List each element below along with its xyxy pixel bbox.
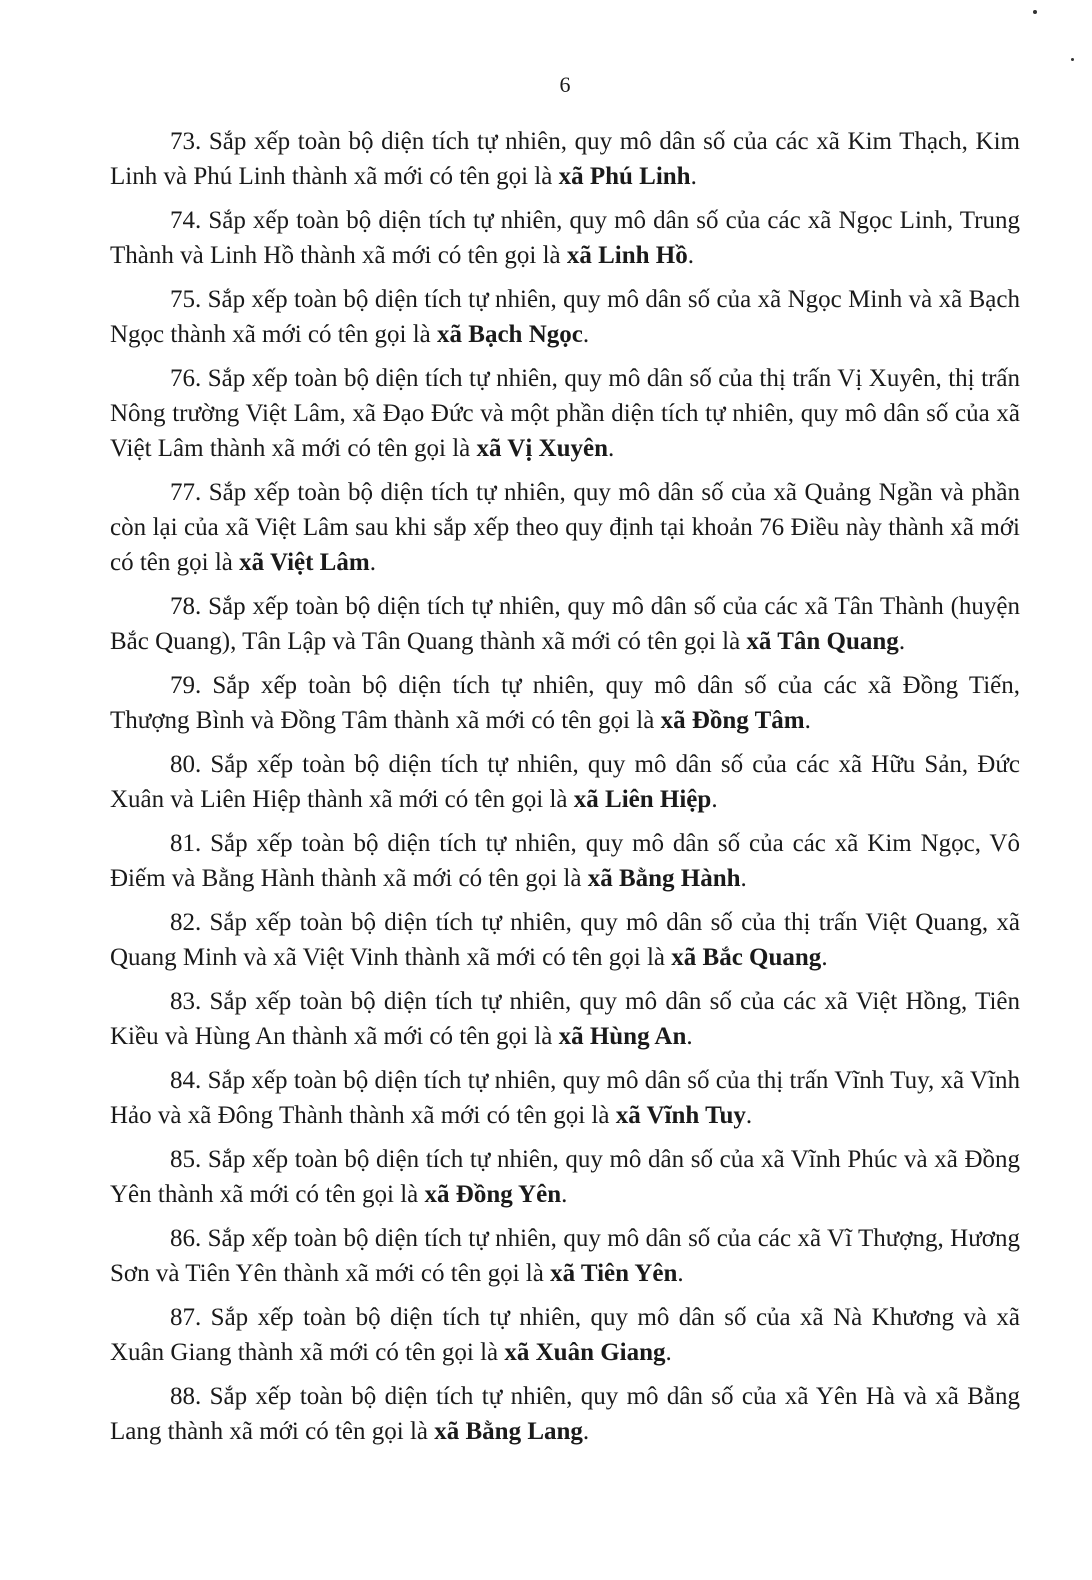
item-text: 87. Sắp xếp toàn bộ diện tích tự nhiên, quy mô dân số của xã Nà Khương và xã Xuân Giang thành xã mới có tên gọi là [110,1304,1020,1366]
commune-name: xã Việt Lâm [239,549,370,576]
commune-name: xã Vị Xuyên [476,435,608,462]
commune-name: xã Tiên Yên [550,1260,678,1287]
page-number: 6 [559,72,571,97]
list-item: 77. Sắp xếp toàn bộ diện tích tự nhiên, quy mô dân số của xã Quảng Ngần và phần còn lại của xã Việt Lâm sau khi sắp xếp theo quy định tại khoản 76 Điều này thành xã mới có tên gọi là xã Việt Lâm. [110,479,1020,576]
list-item: 78. Sắp xếp toàn bộ diện tích tự nhiên, quy mô dân số của các xã Tân Thành (huyện Bắc Quang), Tân Lập và Tân Quang thành xã mới có tên gọi là xã Tân Quang. [110,593,1020,655]
commune-name: xã Đồng Tâm [660,707,805,734]
list-item: 79. Sắp xếp toàn bộ diện tích tự nhiên, quy mô dân số của các xã Đồng Tiến, Thượng Bình và Đồng Tâm thành xã mới có tên gọi là xã Đồng Tâm. [110,672,1020,734]
item-text: 82. Sắp xếp toàn bộ diện tích tự nhiên, quy mô dân số của thị trấn Việt Quang, xã Quang Minh và xã Việt Vinh thành xã mới có tên gọi là [110,909,1020,971]
list-item: 84. Sắp xếp toàn bộ diện tích tự nhiên, quy mô dân số của thị trấn Vĩnh Tuy, xã Vĩnh Hảo và xã Đông Thành thành xã mới có tên gọi là xã Vĩnh Tuy. [110,1067,1020,1129]
commune-name: xã Phú Linh [558,163,691,190]
commune-name: xã Vĩnh Tuy [615,1102,746,1129]
item-text: 85. Sắp xếp toàn bộ diện tích tự nhiên, quy mô dân số của xã Vĩnh Phúc và xã Đồng Yên thành xã mới có tên gọi là [110,1146,1020,1208]
article-list [110,124,1020,1458]
scan-speck [1033,10,1037,14]
list-item: 82. Sắp xếp toàn bộ diện tích tự nhiên, quy mô dân số của thị trấn Việt Quang, xã Quang Minh và xã Việt Vinh thành xã mới có tên gọi là xã Bắc Quang. [110,909,1020,971]
item-text: 78. Sắp xếp toàn bộ diện tích tự nhiên, quy mô dân số của các xã Tân Thành (huyện Bắc Quang), Tân Lập và Tân Quang thành xã mới có tên gọi là [110,593,1020,655]
item-text: 80. Sắp xếp toàn bộ diện tích tự nhiên, quy mô dân số của các xã Hữu Sản, Đức Xuân và Liên Hiệp thành xã mới có tên gọi là [110,751,1020,813]
item-text: 81. Sắp xếp toàn bộ diện tích tự nhiên, quy mô dân số của các xã Kim Ngọc, Vô Điếm và Bằng Hành thành xã mới có tên gọi là [110,830,1020,892]
item-text: 76. Sắp xếp toàn bộ diện tích tự nhiên, quy mô dân số của thị trấn Vị Xuyên, thị trấn Nông trường Việt Lâm, xã Đạo Đức và một phần diện tích tự nhiên, quy mô dân số của xã Việt Lâm thành xã mới có tên gọi là [110,365,1020,462]
item-text: 77. Sắp xếp toàn bộ diện tích tự nhiên, quy mô dân số của xã Quảng Ngần và phần còn lại của xã Việt Lâm sau khi sắp xếp theo quy định tại khoản 76 Điều này thành xã mới có tên gọi là [110,479,1020,576]
commune-name: xã Hùng An [558,1023,687,1050]
list-item: 87. Sắp xếp toàn bộ diện tích tự nhiên, quy mô dân số của xã Nà Khương và xã Xuân Giang thành xã mới có tên gọi là xã Xuân Giang. [110,1304,1020,1366]
list-item: 74. Sắp xếp toàn bộ diện tích tự nhiên, quy mô dân số của các xã Ngọc Linh, Trung Thành và Linh Hồ thành xã mới có tên gọi là xã Linh Hồ. [110,207,1020,269]
list-item: 76. Sắp xếp toàn bộ diện tích tự nhiên, quy mô dân số của thị trấn Vị Xuyên, thị trấn Nông trường Việt Lâm, xã Đạo Đức và một phần diện tích tự nhiên, quy mô dân số của xã Việt Lâm thành xã mới có tên gọi là xã Vị Xuyên. [110,365,1020,462]
list-item: 88. Sắp xếp toàn bộ diện tích tự nhiên, quy mô dân số của xã Yên Hà và xã Bằng Lang thành xã mới có tên gọi là xã Bằng Lang. [110,1383,1020,1445]
commune-name: xã Bắc Quang [671,944,822,971]
list-item: 86. Sắp xếp toàn bộ diện tích tự nhiên, quy mô dân số của các xã Vĩ Thượng, Hương Sơn và Tiên Yên thành xã mới có tên gọi là xã Tiên Yên. [110,1225,1020,1287]
list-item: 73. Sắp xếp toàn bộ diện tích tự nhiên, quy mô dân số của các xã Kim Thạch, Kim Linh và Phú Linh thành xã mới có tên gọi là xã Phú Linh. [110,128,1020,190]
list-item: 83. Sắp xếp toàn bộ diện tích tự nhiên, quy mô dân số của các xã Việt Hồng, Tiên Kiều và Hùng An thành xã mới có tên gọi là xã Hùng An. [110,988,1020,1050]
item-text: 88. Sắp xếp toàn bộ diện tích tự nhiên, quy mô dân số của xã Yên Hà và xã Bằng Lang thành xã mới có tên gọi là [110,1383,1020,1445]
item-text: 83. Sắp xếp toàn bộ diện tích tự nhiên, quy mô dân số của các xã Việt Hồng, Tiên Kiều và Hùng An thành xã mới có tên gọi là [110,988,1020,1050]
list-item: 80. Sắp xếp toàn bộ diện tích tự nhiên, quy mô dân số của các xã Hữu Sản, Đức Xuân và Liên Hiệp thành xã mới có tên gọi là xã Liên Hiệp. [110,751,1020,813]
scan-speck [1071,58,1074,61]
list-item: 81. Sắp xếp toàn bộ diện tích tự nhiên, quy mô dân số của các xã Kim Ngọc, Vô Điếm và Bằng Hành thành xã mới có tên gọi là xã Bằng Hành. [110,830,1020,892]
list-item: 75. Sắp xếp toàn bộ diện tích tự nhiên, quy mô dân số của xã Ngọc Minh và xã Bạch Ngọc thành xã mới có tên gọi là xã Bạch Ngọc. [110,286,1020,348]
item-text: 86. Sắp xếp toàn bộ diện tích tự nhiên, quy mô dân số của các xã Vĩ Thượng, Hương Sơn và Tiên Yên thành xã mới có tên gọi là [110,1225,1020,1287]
item-text: 75. Sắp xếp toàn bộ diện tích tự nhiên, quy mô dân số của xã Ngọc Minh và xã Bạch Ngọc thành xã mới có tên gọi là [110,286,1020,348]
item-text: 79. Sắp xếp toàn bộ diện tích tự nhiên, quy mô dân số của các xã Đồng Tiến, Thượng Bình và Đồng Tâm thành xã mới có tên gọi là [110,672,1020,734]
item-text: 74. Sắp xếp toàn bộ diện tích tự nhiên, quy mô dân số của các xã Ngọc Linh, Trung Thành và Linh Hồ thành xã mới có tên gọi là [110,207,1020,269]
item-text: 73. Sắp xếp toàn bộ diện tích tự nhiên, quy mô dân số của các xã Kim Thạch, Kim Linh và Phú Linh thành xã mới có tên gọi là [110,128,1020,190]
commune-name: xã Bạch Ngọc [437,321,583,348]
item-text: 84. Sắp xếp toàn bộ diện tích tự nhiên, quy mô dân số của thị trấn Vĩnh Tuy, xã Vĩnh Hảo và xã Đông Thành thành xã mới có tên gọi là [110,1067,1020,1129]
commune-name: xã Linh Hồ [566,242,688,269]
list-item: 85. Sắp xếp toàn bộ diện tích tự nhiên, quy mô dân số của xã Vĩnh Phúc và xã Đồng Yên thành xã mới có tên gọi là xã Đồng Yên. [110,1146,1020,1208]
commune-name: xã Đồng Yên [424,1181,562,1208]
commune-name: xã Bằng Lang [434,1418,583,1445]
commune-name: xã Tân Quang [746,628,899,655]
commune-name: xã Bằng Hành [587,865,741,892]
commune-name: xã Liên Hiệp [573,786,712,813]
commune-name: xã Xuân Giang [504,1339,666,1366]
document-page [110,0,1020,1580]
